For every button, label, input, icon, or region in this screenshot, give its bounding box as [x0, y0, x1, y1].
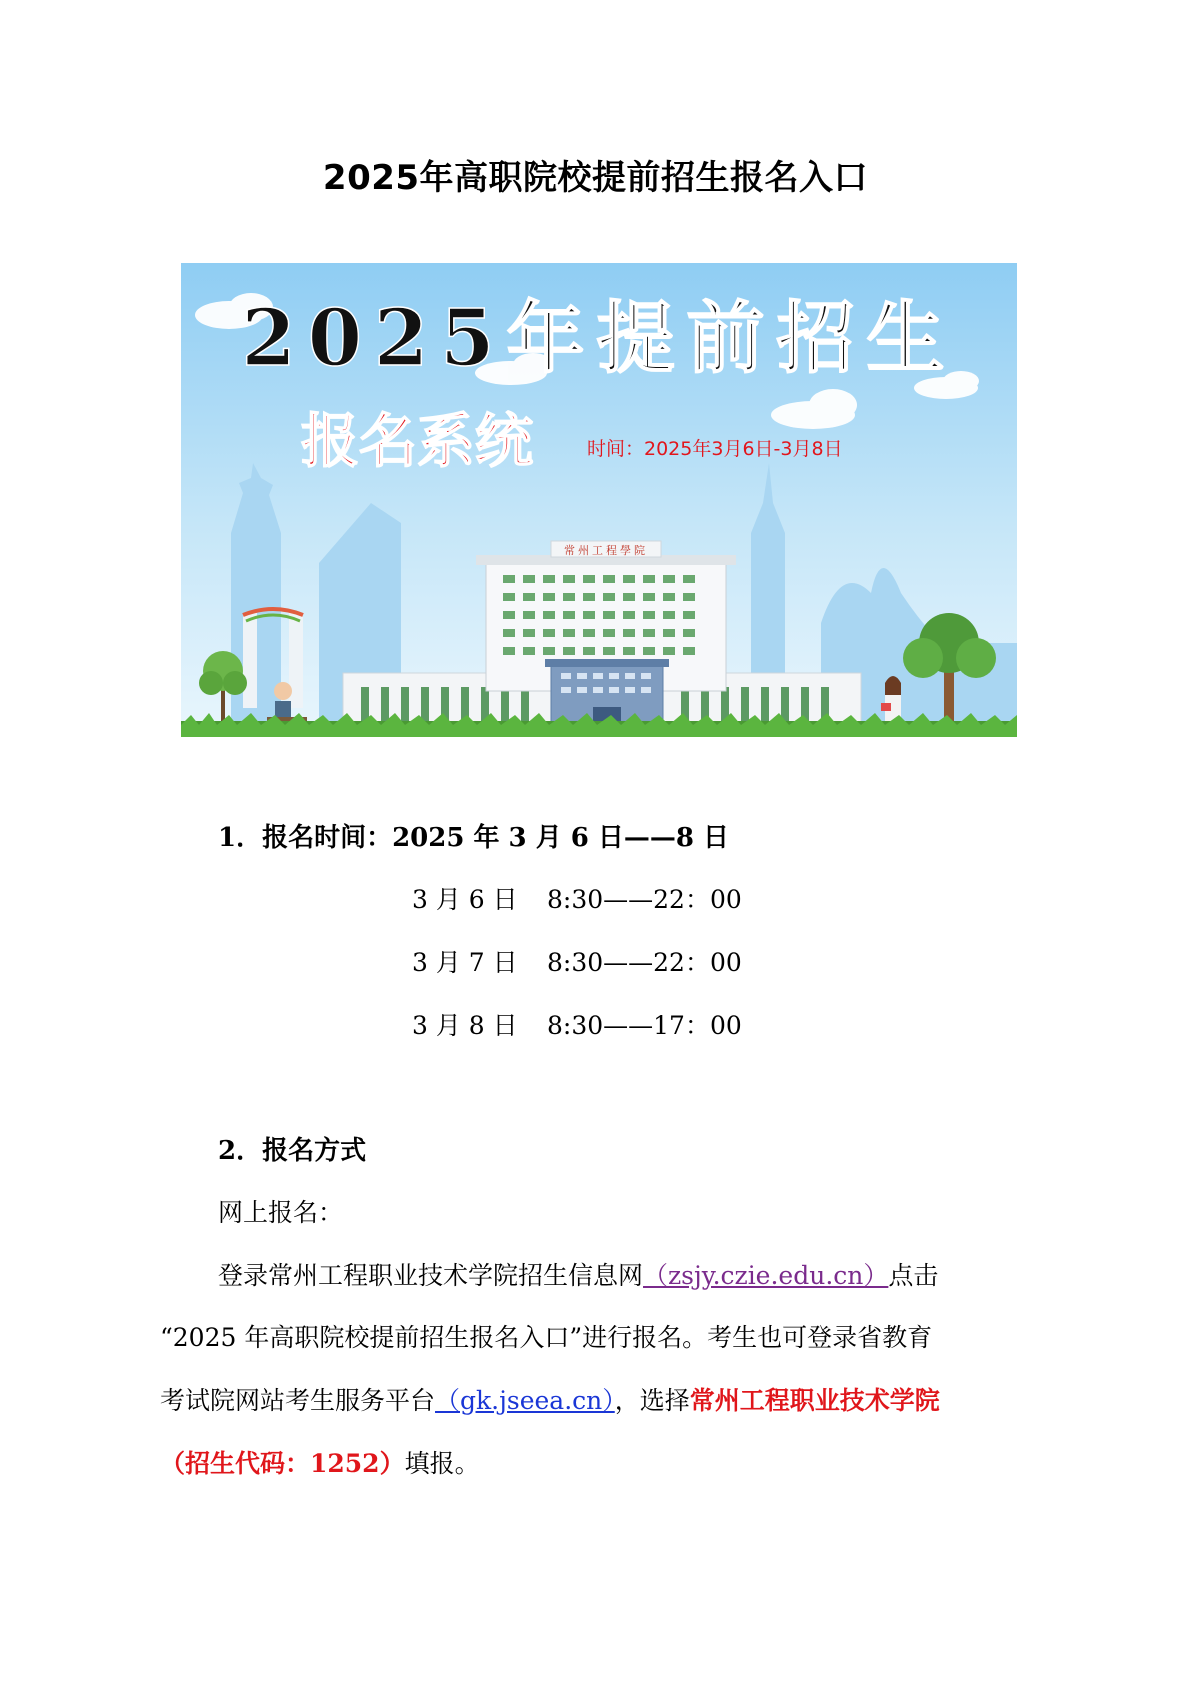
- banner-image: [181, 263, 1017, 737]
- text-span: 考试院网站考生服务平台: [160, 1386, 436, 1415]
- text-span: 点击: [888, 1261, 939, 1290]
- enrollment-code: （招生代码：1252）: [160, 1449, 405, 1478]
- school-name: 常州工程职业技术学院: [689, 1386, 940, 1415]
- online-label: 网上报名：: [218, 1198, 344, 1227]
- text-span: 登录常州工程职业技术学院招生信息网: [218, 1261, 644, 1290]
- banner-subhead: 报名系统: [301, 407, 534, 475]
- paragraph-line: [160, 1444, 480, 1480]
- text-span: ，选择: [614, 1386, 690, 1415]
- schedule-row: [412, 1006, 742, 1042]
- schedule-row: [412, 880, 742, 916]
- banner-time: 时间：2025年3月6日-3月8日: [587, 438, 843, 460]
- paragraph-line: “2025 年高职院校提前招生报名入口”进行报名。考生也可登录省教育: [160, 1323, 933, 1352]
- schedule-time: 8:30——22：00: [547, 885, 742, 914]
- paragraph-line: [160, 1381, 940, 1417]
- schedule-date: 3 月 7 日: [412, 948, 518, 977]
- schedule-date: 3 月 8 日: [412, 1011, 518, 1040]
- banner-headline: 2025年提前招生: [241, 293, 957, 384]
- schedule-time: 8:30——22：00: [547, 948, 742, 977]
- text-span: 填报。: [404, 1449, 480, 1478]
- schedule-date: 3 月 6 日: [412, 885, 518, 914]
- exam-platform-link[interactable]: （gk.jseea.cn）: [435, 1386, 615, 1415]
- recruit-site-link[interactable]: （zsjy.czie.edu.cn）: [643, 1261, 889, 1290]
- building-sign: 常州工程學院: [564, 544, 648, 557]
- section2-heading: 2．报名方式: [218, 1136, 367, 1166]
- schedule-time: 8:30——17：00: [547, 1011, 742, 1040]
- section1-heading: 1．报名时间：2025 年 3 月 6 日——8 日: [218, 823, 730, 853]
- page-title: 2025年高职院校提前招生报名入口: [322, 158, 869, 198]
- paragraph-line: [218, 1256, 938, 1292]
- schedule-row: [412, 943, 742, 979]
